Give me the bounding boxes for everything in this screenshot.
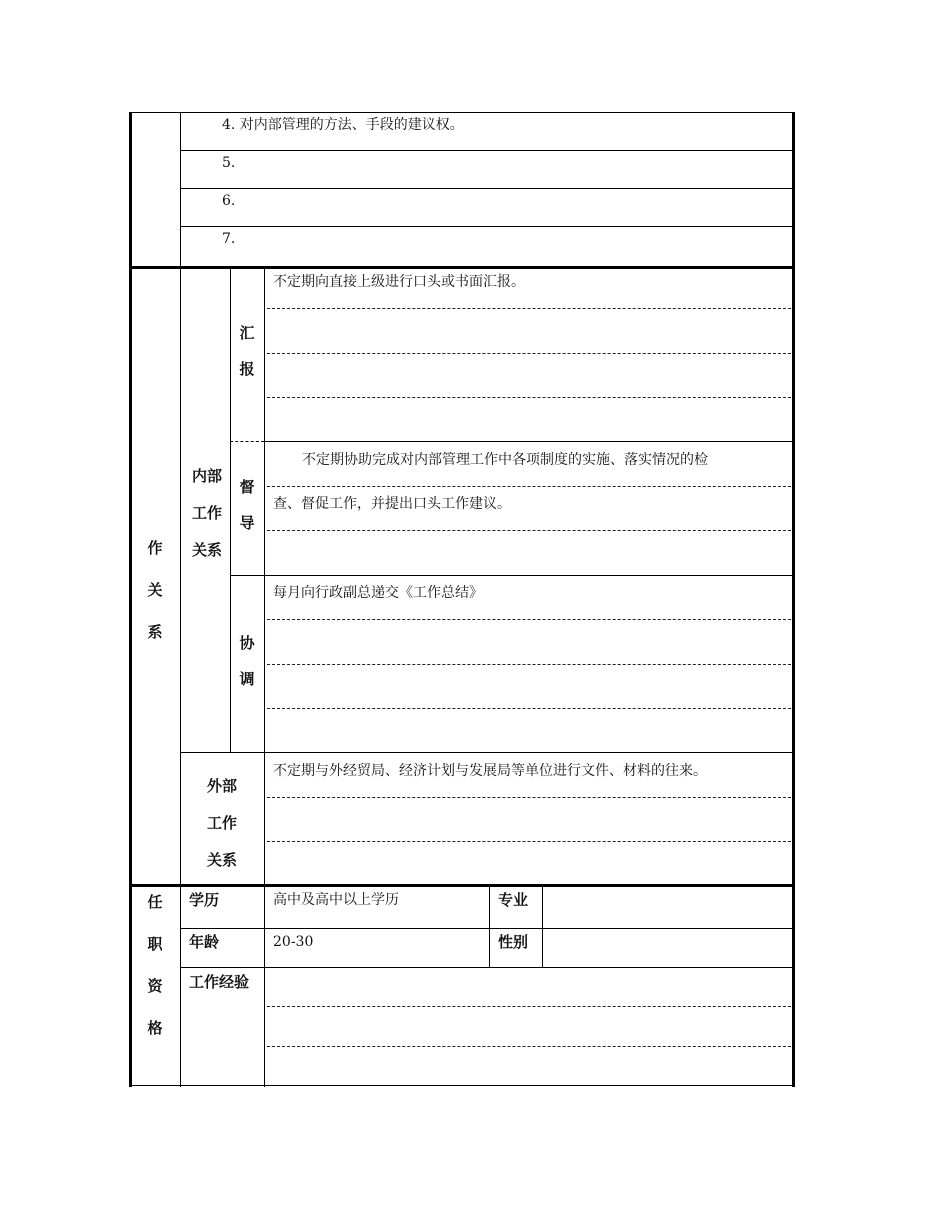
- table-top-border: [129, 112, 795, 113]
- column-divider: [542, 886, 543, 968]
- report-text: 不定期向直接上级进行口头或书面汇报。: [273, 274, 525, 290]
- age-value: 20-30: [273, 934, 314, 950]
- dashed-line: [267, 708, 791, 709]
- content-column-divider: [264, 266, 265, 1087]
- row-divider: [180, 928, 792, 929]
- table-bottom-border: [129, 1085, 795, 1086]
- experience-label: 工作经验: [189, 973, 250, 991]
- rights-item-7: 7.: [222, 231, 236, 247]
- dashed-line: [267, 797, 791, 798]
- coordinate-label: 协 调: [239, 634, 255, 688]
- section-separator: [129, 266, 795, 269]
- supervise-text-line1: 不定期协助完成对内部管理工作中各项制度的实施、落实情况的检: [302, 452, 708, 468]
- table-left-border: [129, 112, 132, 1087]
- row-divider: [180, 967, 792, 968]
- major-label: 专业: [498, 891, 529, 909]
- dashed-line: [267, 353, 791, 354]
- section-separator: [129, 884, 795, 887]
- external-text: 不定期与外经贸局、经济计划与发展局等单位进行文件、材料的往来。: [273, 763, 707, 779]
- rights-item-5: 5.: [222, 155, 236, 171]
- qualifications-label: 任 职 资 格: [147, 893, 163, 1037]
- rights-item-6: 6.: [222, 193, 236, 209]
- education-value: 高中及高中以上学历: [273, 892, 399, 908]
- row-divider: [180, 226, 792, 227]
- dashed-line: [267, 841, 791, 842]
- dashed-line: [267, 1046, 791, 1047]
- gender-label: 性别: [498, 933, 529, 951]
- table-right-border: [792, 112, 795, 1087]
- dashed-line: [267, 308, 791, 309]
- coordinate-text: 每月向行政副总递交《工作总结》: [273, 585, 483, 601]
- dashed-line: [267, 1006, 791, 1007]
- supervise-text-line2: 查、督促工作，并提出口头工作建议。: [273, 496, 511, 512]
- report-label: 汇 报: [239, 324, 255, 378]
- dashed-line: [267, 664, 791, 665]
- internal-subcolumn-divider: [230, 266, 231, 753]
- dashed-line: [267, 486, 791, 487]
- row-divider: [264, 441, 792, 442]
- dashed-line: [267, 619, 791, 620]
- row-divider: [230, 441, 264, 442]
- dashed-line: [267, 530, 791, 531]
- row-divider: [180, 150, 792, 151]
- age-label: 年龄: [189, 933, 220, 951]
- internal-relations-label: 内部 工作 关系: [191, 467, 222, 559]
- dashed-line: [267, 397, 791, 398]
- row-divider: [230, 575, 792, 576]
- external-relations-label: 外部 工作 关系: [206, 777, 237, 869]
- column-divider: [489, 886, 490, 968]
- supervise-label: 督 导: [239, 478, 255, 532]
- column-divider-1: [180, 112, 181, 1087]
- row-divider: [180, 752, 792, 753]
- education-label: 学历: [189, 891, 220, 909]
- rights-item-4: 4. 对内部管理的方法、手段的建议权。: [222, 117, 464, 133]
- row-divider: [180, 188, 792, 189]
- work-relations-label: 作 关 系: [147, 539, 163, 641]
